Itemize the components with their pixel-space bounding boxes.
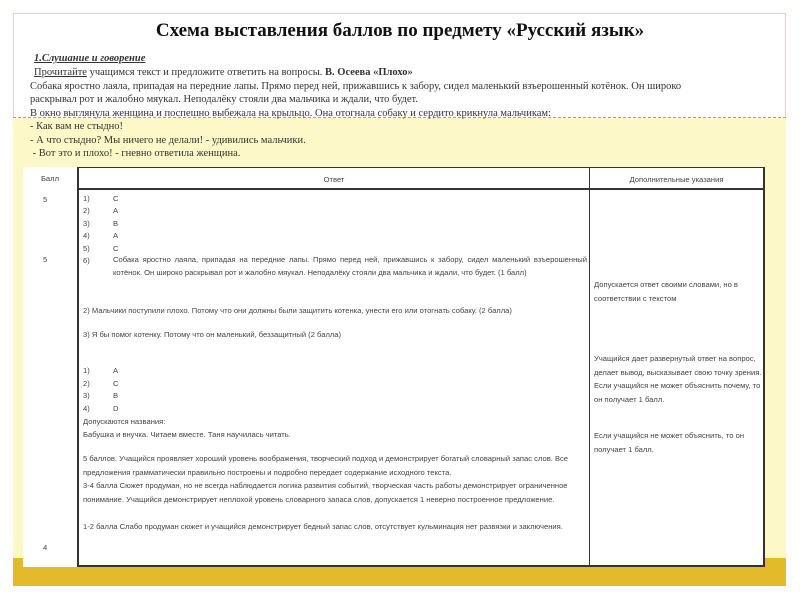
score: 4 bbox=[43, 543, 48, 552]
answer-column bbox=[77, 167, 590, 567]
list-item: 4) D bbox=[83, 404, 119, 413]
note: Учащийся дает развернутый ответ на вопрос, делает вывод, высказывает свою точку зрения. Если учащийся не может объяснить почему, то он получает 1 балл. bbox=[594, 354, 762, 404]
list-number: 6) bbox=[83, 256, 90, 265]
note: Допускается ответ своими словами, но в соответствии с текстом bbox=[594, 280, 738, 303]
instruction bbox=[34, 67, 413, 78]
answer-text: Собака яростно лаяла, припадая на передние лапы. Прямо перед ней, прижавшись к забору, сидел маленький взъерошенный котёнок. Он широко раскрывал рот и жалобно мяукал. Неподалёку стояли два мальчика и ждали, что будет. (1 балл) bbox=[113, 255, 587, 277]
score: 5 bbox=[43, 195, 48, 204]
criteria-3-4: 3-4 балла Сюжет продуман, но не всегда наблюдается логика развития событий, творческая часть работы демонстрирует ограниченное понимание. Учащийся демонстрирует неплохой уровень словарного запаса слов, допускается 1 неверно построенное предложение. bbox=[83, 481, 568, 504]
list-item: 2) C bbox=[83, 379, 119, 388]
header-answer: Ответ bbox=[79, 167, 589, 190]
answer-text: 3) Я бы помог котенку. Потому что он маленький, беззащитный (2 балла) bbox=[83, 330, 342, 339]
list-item: 1) A bbox=[83, 366, 119, 375]
list-item: 2) А bbox=[83, 206, 119, 215]
criteria-1-2: 1-2 балла Слабо продуман сюжет и учащийся демонстрирует бедный запас слов, отсутствует кульминация нет развязки и заключения. bbox=[83, 522, 563, 531]
story-line: раскрывал рот и жалобно мяукал. Неподалёку стояли два мальчика и ждали, что будет. bbox=[30, 94, 418, 105]
list-item: 4) А bbox=[83, 231, 119, 240]
story-line: Собака яростно лаяла, припадая на передние лапы. Прямо перед ней, прижавшись к забору, сидел маленький взъерошенный котёнок. Он широко bbox=[30, 81, 682, 92]
list-item: 3) B bbox=[83, 391, 119, 400]
story-line: - А что стыдно? Мы ничего не делали! - удивились мальчики. bbox=[30, 135, 306, 146]
section-heading: 1.Слушание и говорение bbox=[34, 53, 146, 64]
list-item: 1) С bbox=[83, 194, 119, 203]
answer-text: 2) Мальчики поступили плохо. Потому что они должны были защитить котенка, унести его или отогнать собаку. (2 балла) bbox=[83, 306, 512, 315]
header-score: Балл bbox=[40, 174, 60, 183]
story-line: В окно выглянула женщина и поспешно выбежала на крыльцо. Она отогнала собаку и сердито крикнула мальчикам: bbox=[30, 108, 551, 119]
instruction-text: учащимся текст и предложите ответить на вопросы. bbox=[86, 67, 323, 78]
titles: Бабушка и внучка. Читаем вместе. Таня научилась читать. bbox=[83, 430, 291, 439]
story-line: - Вот это и плохо! - гневно ответила женщина. bbox=[30, 148, 241, 159]
scoring-table bbox=[23, 167, 765, 567]
slide-title: Схема выставления баллов по предмету «Русский язык» bbox=[155, 20, 645, 41]
notes-column bbox=[590, 167, 765, 567]
note: Если учащийся не может объяснить, то он получает 1 балл. bbox=[594, 431, 745, 454]
author: В. Осеева «Плохо» bbox=[325, 67, 413, 78]
criteria-5: 5 баллов. Учащийся проявляет хороший уровень воображения, творческий подход и демонстрирует богатый словарный запас слов. Все предложения грамматически правильно построены и подробно передает содержание исходного текста. bbox=[83, 454, 569, 477]
titles-label: Допускаются названия: bbox=[83, 417, 166, 426]
header-notes: Дополнительные указания bbox=[590, 167, 763, 190]
story-line: - Как вам не стыдно! bbox=[30, 121, 124, 132]
score-column bbox=[23, 167, 77, 567]
list-item: 3) В bbox=[83, 219, 119, 228]
instruction-link: Прочитайте bbox=[34, 67, 87, 78]
list-item: 5) С bbox=[83, 244, 119, 253]
score: 5 bbox=[43, 255, 48, 264]
